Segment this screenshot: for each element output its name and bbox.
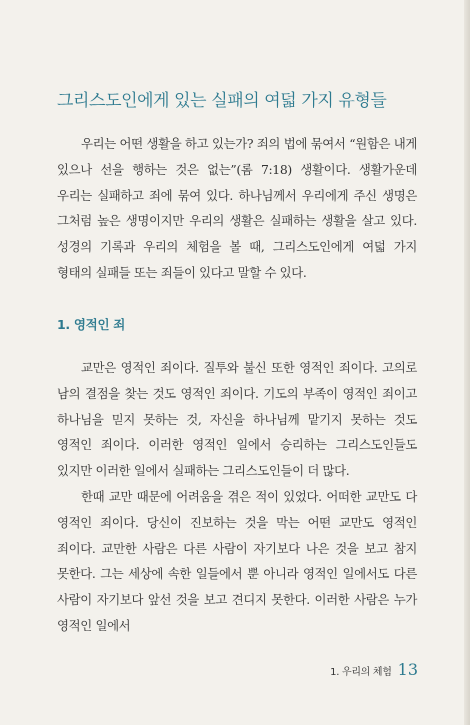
body-paragraph-1: 교만은 영적인 죄이다. 질투와 불신 또한 영적인 죄이다. 고의로 남의 결점을 찾는 것도 영적인 죄이다. 기도의 부족이 영적인 죄이고 하나님을 믿지 못하는 것, 자신을 하나님께 맡기지 못하는 것도 영적인 죄이다. 이러한 영적인 일에서 승리하는 그리스도인들도 있지만 이러한 일에서 실패하는 그리스도인들이 더 많다. — [57, 360, 417, 479]
running-head: 1. 우리의 체험 — [330, 667, 392, 678]
intro-paragraph: 우리는 어떤 생활을 하고 있는가? 죄의 법에 묶여서 “원함은 내게 있으나 선을 행하는 것은 없는”(롬 7:18) 생활이다. 생활가운데 우리는 실패하고 죄에 묶여 있다. 하나님께서 우리에게 주신 생명은 그처럼 높은 생명이지만 우리의 생활은 실패하는 생활을 살고 있다. 성경의 기록과 우리의 체험을 볼 때, 그리스도인에게 여덟 가지 형태의 실패들 또는 죄들이 있다고 말할 수 있다. — [57, 136, 417, 280]
page-footer — [330, 660, 418, 679]
chapter-title: 그리스도인에게 있는 실패의 여덟 가지 유형들 — [57, 91, 387, 111]
page-number: 13 — [397, 660, 418, 679]
page-edge — [464, 0, 470, 725]
body-paragraph-2: 한때 교만 때문에 어려움을 겪은 적이 있었다. 어떠한 교만도 다 영적인 죄이다. 당신이 진보하는 것을 막는 어떤 교만도 영적인 죄이다. 교만한 사람은 다른 사람이 자기보다 나은 것을 보고 참지 못한다. 그는 세상에 속한 일들에서 뿐 아니라 영적인 일에서도 다른 사람이 자기보다 앞선 것을 보고 견디지 못한다. 이러한 사람은 누가 영적인 일에서 — [57, 489, 417, 633]
section-heading: 1. 영적인 죄 — [57, 317, 126, 332]
